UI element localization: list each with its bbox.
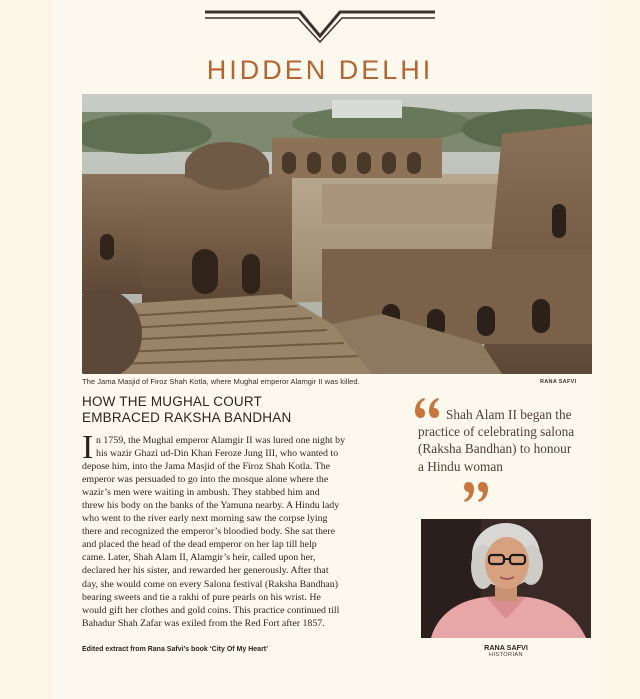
body-line: came. Later, Shah Alam II, Alamgir’s heir, called upon her, (82, 552, 316, 564)
section-kicker: HIDDEN DELHI (206, 55, 434, 85)
body-line: emperor was persuaded to go into the mosque alone where the (82, 474, 329, 486)
body-line: day, she would come on every Salona festival (Raksha Bandhan) (82, 578, 339, 590)
body-line: there and recognized the emperor’s bloodied body. She sat there (82, 526, 336, 538)
body-line: Bahadur Shah Zafar was exiled from the Red Fort after 1857. (82, 617, 325, 629)
author-portrait (421, 519, 591, 638)
body-line: n 1759, the Mughal emperor Alamgir II was lured one night by (96, 435, 346, 446)
article-body (82, 429, 402, 630)
body-line: wazir’s men were waiting in ambush. They stabbed him and (82, 487, 320, 499)
photo-caption: The Jama Masjid of Firoz Shah Kotla, where Mughal emperor Alamgir II was killed. (82, 377, 360, 386)
headline-line: HOW THE MUGHAL COURT (82, 394, 263, 409)
pull-quote (418, 406, 600, 475)
body-line: and placed the head of the dead emperor on her lap till help (82, 539, 317, 551)
body-line: bearing sweets and tie a rakhi of pure pearls on his wrist. He (82, 591, 321, 603)
header-chevron-ornament (205, 6, 435, 46)
article-headline (82, 394, 402, 426)
pull-quote-line: (Raksha Bandhan) to honour (418, 441, 572, 457)
fort-photo (82, 94, 592, 374)
pull-quote-line: Shah Alam II began the (446, 407, 572, 422)
body-line: declared her his sister, and rewarded her generously. After that (82, 565, 329, 577)
photo-credit: RANA SAFVI (540, 379, 577, 385)
pull-quote-line: a Hindu woman (418, 458, 503, 474)
body-line: threw his body on the banks of the Yamuna nearby. A Hindu lady (82, 500, 340, 512)
body-line: his wazir Ghazi ud-Din Khan Feroze Jung III, who wanted to (96, 448, 339, 460)
pull-quote-line: practice of celebrating salona (418, 424, 575, 440)
body-line: depose him, into the Jama Masjid of the Firoz Shah Kotla. The (82, 461, 331, 473)
body-line: who went to the river early next morning saw the corpse lying (82, 513, 328, 525)
body-line: would gift her clothes and gold coins. This practice continued till (82, 604, 340, 616)
book-extract-note: Edited extract from Rana Safvi’s book ‘City Of My Heart’ (82, 646, 269, 653)
author-name: RANA SAFVI (484, 643, 528, 652)
headline-line: EMBRACED RAKSHA BANDHAN (82, 410, 292, 425)
close-quote-icon (463, 480, 489, 504)
author-role: HISTORIAN (489, 652, 523, 658)
drop-cap: I (82, 429, 94, 466)
